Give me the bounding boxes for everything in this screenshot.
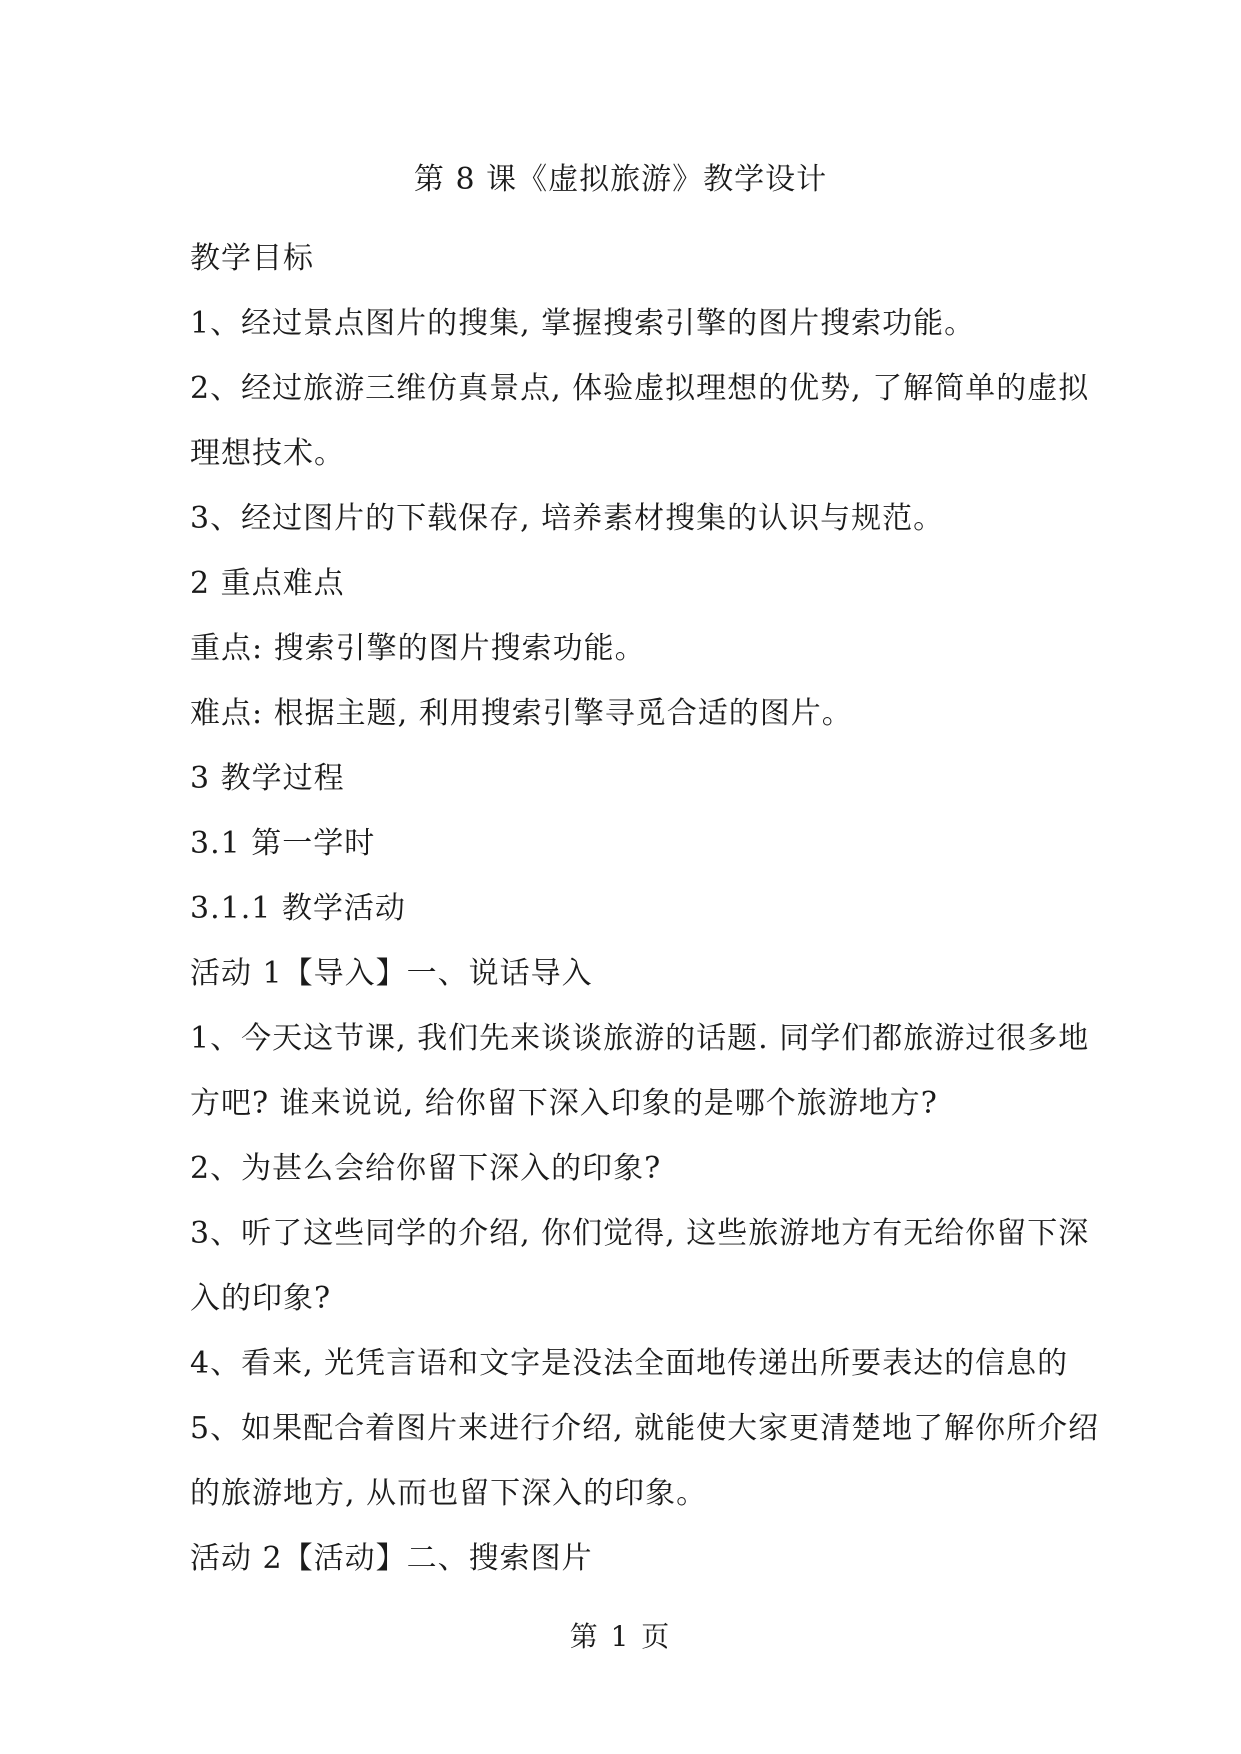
section-heading-process: 3 教学过程	[190, 761, 345, 796]
objective-line-2: 2、经过旅游三维仿真景点, 体验虚拟理想的优势, 了解简单的虚拟	[190, 371, 1090, 406]
document-title: 第 8 课《虚拟旅游》教学设计	[413, 162, 828, 197]
activity-1-line-5: 5、如果配合着图片来进行介绍, 就能使大家更清楚地了解你所介绍	[190, 1411, 1100, 1446]
keypoint-line: 重点: 搜索引擎的图片搜索功能。	[190, 631, 646, 666]
activity-1-line-3-cont: 入的印象?	[190, 1281, 332, 1316]
activity-1-line-1: 1、今天这节课, 我们先来谈谈旅游的话题. 同学们都旅游过很多地	[190, 1021, 1090, 1056]
activity-1-line-3: 3、听了这些同学的介绍, 你们觉得, 这些旅游地方有无给你留下深	[190, 1216, 1090, 1251]
objective-line-2-cont: 理想技术。	[190, 436, 345, 471]
difficulty-line: 难点: 根据主题, 利用搜索引擎寻觅合适的图片。	[190, 696, 853, 731]
activity-1-line-1-cont: 方吧? 谁来说说, 给你留下深入印象的是哪个旅游地方?	[190, 1086, 938, 1121]
activity-2-heading: 活动 2【活动】二、搜索图片	[190, 1541, 593, 1576]
subsection-heading-period: 3.1 第一学时	[190, 826, 376, 861]
objective-line-3: 3、经过图片的下载保存, 培养素材搜集的认识与规范。	[190, 501, 945, 536]
section-heading-keypoints: 2 重点难点	[190, 566, 345, 601]
section-heading-objectives: 教学目标	[190, 241, 314, 276]
page-number: 第 1 页	[569, 1620, 672, 1653]
subsection-heading-activities: 3.1.1 教学活动	[190, 891, 406, 926]
document-body	[190, 226, 1100, 1591]
activity-1-line-5-cont: 的旅游地方, 从而也留下深入的印象。	[190, 1476, 708, 1511]
activity-1-line-2: 2、为甚么会给你留下深入的印象?	[190, 1151, 662, 1186]
activity-1-line-4: 4、看来, 光凭言语和文字是没法全面地传递出所要表达的信息的	[190, 1346, 1069, 1381]
objective-line-1: 1、经过景点图片的搜集, 掌握搜索引擎的图片搜索功能。	[190, 306, 976, 341]
activity-1-heading: 活动 1【导入】一、说话导入	[190, 956, 593, 991]
